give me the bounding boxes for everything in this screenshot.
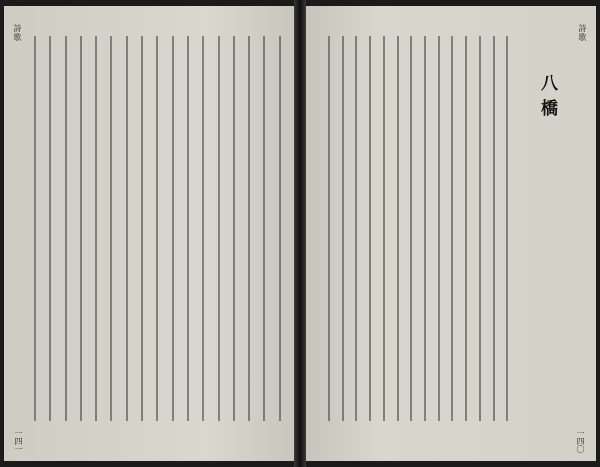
text-line-placeholder <box>233 36 235 421</box>
right-section-label: 詩歌 <box>578 24 587 42</box>
text-line-placeholder <box>49 36 51 421</box>
text-column <box>166 36 177 421</box>
text-column <box>377 36 387 421</box>
text-column <box>459 36 469 421</box>
text-line-placeholder <box>248 36 250 421</box>
text-column <box>432 36 442 421</box>
text-line-placeholder <box>156 36 158 421</box>
text-column <box>196 36 207 421</box>
text-column <box>391 36 401 421</box>
text-column <box>257 36 268 421</box>
text-column <box>227 36 238 421</box>
text-line-placeholder <box>424 36 426 421</box>
text-column <box>404 36 414 421</box>
right-text-columns <box>322 36 510 421</box>
right-running-head <box>577 18 588 42</box>
text-line-placeholder <box>451 36 453 421</box>
text-line-placeholder <box>355 36 357 421</box>
text-column <box>150 36 161 421</box>
left-page <box>4 6 294 461</box>
section-heading: 八橋 <box>537 74 557 124</box>
text-column <box>336 36 346 421</box>
text-line-placeholder <box>506 36 508 421</box>
text-line-placeholder <box>342 36 344 421</box>
text-line-placeholder <box>126 36 128 421</box>
text-column <box>104 36 115 421</box>
text-line-placeholder <box>172 36 174 421</box>
text-column <box>135 36 146 421</box>
text-line-placeholder <box>80 36 82 421</box>
text-column <box>418 36 428 421</box>
text-line-placeholder <box>328 36 330 421</box>
left-running-head <box>12 18 23 42</box>
text-column <box>273 36 284 421</box>
text-line-placeholder <box>263 36 265 421</box>
left-section-label: 詩歌 <box>13 24 22 42</box>
text-line-placeholder <box>493 36 495 421</box>
text-line-placeholder <box>438 36 440 421</box>
right-page <box>306 6 596 461</box>
text-column <box>349 36 359 421</box>
text-line-placeholder <box>95 36 97 421</box>
text-column <box>445 36 455 421</box>
text-column <box>322 36 332 421</box>
text-column <box>242 36 253 421</box>
left-page-number: 一四一 <box>14 429 23 453</box>
text-line-placeholder <box>279 36 281 421</box>
text-column <box>59 36 70 421</box>
right-page-number: 一四〇 <box>576 429 585 453</box>
text-line-placeholder <box>369 36 371 421</box>
text-column <box>487 36 497 421</box>
text-column <box>28 36 39 421</box>
book-gutter <box>294 0 306 467</box>
text-line-placeholder <box>202 36 204 421</box>
text-line-placeholder <box>65 36 67 421</box>
text-column <box>120 36 131 421</box>
text-column <box>181 36 192 421</box>
text-column <box>500 36 510 421</box>
text-column <box>212 36 223 421</box>
text-column <box>43 36 54 421</box>
text-line-placeholder <box>397 36 399 421</box>
text-column <box>74 36 85 421</box>
text-line-placeholder <box>141 36 143 421</box>
text-line-placeholder <box>34 36 36 421</box>
text-line-placeholder <box>479 36 481 421</box>
text-line-placeholder <box>465 36 467 421</box>
text-line-placeholder <box>187 36 189 421</box>
text-column <box>89 36 100 421</box>
left-text-columns <box>28 36 284 421</box>
text-line-placeholder <box>383 36 385 421</box>
text-column <box>363 36 373 421</box>
text-line-placeholder <box>218 36 220 421</box>
text-line-placeholder <box>110 36 112 421</box>
text-line-placeholder <box>410 36 412 421</box>
text-column <box>473 36 483 421</box>
